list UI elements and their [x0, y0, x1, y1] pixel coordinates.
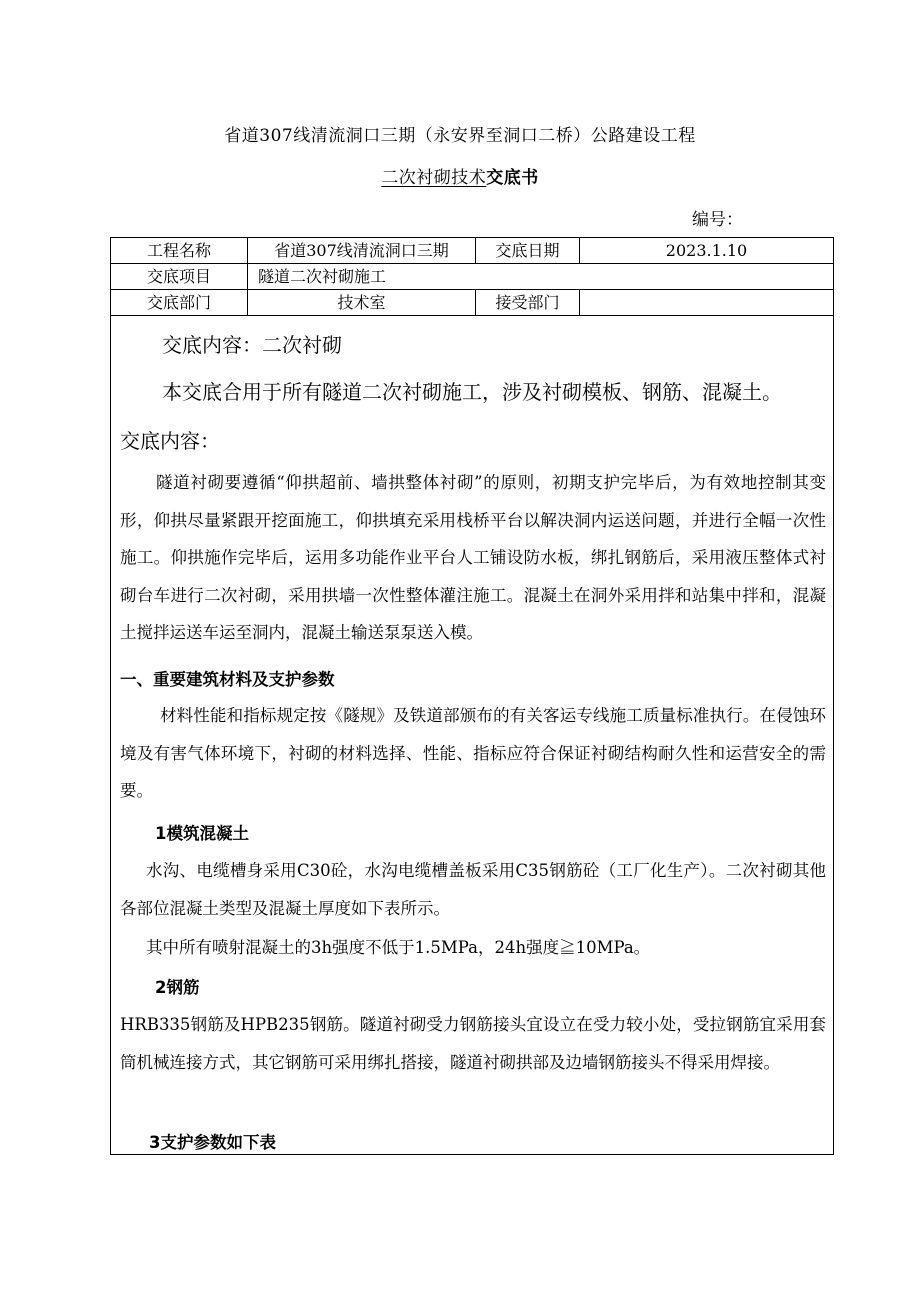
- value-disclosure-date: 2023.1.10: [579, 238, 833, 263]
- subsection1-paragraph2: 其中所有喷射混凝土的3h强度不低于1.5MPa，24h强度≧10MPa。: [146, 938, 651, 957]
- label-disclosure-date: 交底日期: [475, 238, 579, 263]
- subtitle-underlined: 二次衬砌技术: [381, 168, 487, 188]
- info-row-department: [111, 290, 833, 316]
- section1-heading: 一、重要建筑材料及支护参数: [120, 670, 335, 689]
- section1-paragraph: 材料性能和指标规定按《隧规》及铁道部颁布的有关客运专线施工质量标准执行。在侵蚀环境及有害气体环境下，衬砌的材料选择、性能、指标应符合保证衬砌结构耐久性和运营安全的需要。: [120, 706, 826, 800]
- label-disclosure-item: 交底项目: [146, 267, 211, 286]
- subsection1-paragraph1: 水沟、电缆槽身采用C30砼，水沟电缆槽盖板采用C35钢筋砼（工厂化生产）。二次衬砌其他各部位混凝土类型及混凝土厚度如下表所示。: [120, 861, 826, 918]
- subtitle-bold: 交底书: [486, 168, 539, 188]
- info-row-item: [111, 264, 833, 290]
- content-scope: 本交底合用于所有隧道二次衬砌施工，涉及衬砌模板、钢筋、混凝土。: [162, 380, 782, 404]
- value-project-name: 省道307线清流洞口三期: [247, 238, 475, 263]
- value-receiving-department: [579, 290, 833, 315]
- intro-paragraph: 隧道衬砌要遵循“仰拱超前、墙拱整体衬砌”的原则，初期支护完毕后，为有效地控制其变形，仰拱尽量紧跟开挖面施工，仰拱填充采用栈桥平台以解决洞内运送问题，并进行全幅一次性施工。仰拱施作完毕后，运用多功能作业平台人工铺设防水板，绑扎钢筋后，采用液压整体式衬砌台车进行二次衬砌，采用拱墙一次性整体灌注施工。混凝土在洞外采用拌和站集中拌和，混凝土搅拌运送车运至洞内，混凝土输送泵泵送入模。: [120, 473, 826, 642]
- label-disclosure-department: 交底部门: [146, 293, 211, 312]
- disclosure-form: [110, 237, 834, 1155]
- document-number-label: 编号：: [692, 210, 743, 230]
- subsection3-heading: 3支护参数如下表: [149, 1133, 276, 1152]
- subsection2-heading: 2钢筋: [155, 978, 200, 997]
- info-row-project: [111, 238, 833, 264]
- document-subtitle: [0, 163, 920, 188]
- value-disclosure-item: 隧道二次衬砌施工: [247, 264, 833, 289]
- value-disclosure-department: 技术室: [247, 290, 475, 315]
- content-label: 交底内容：: [120, 429, 220, 453]
- subsection1-heading: 1模筑混凝土: [155, 824, 249, 843]
- document-title: 省道307线清流洞口三期（永安界至洞口二桥）公路建设工程: [224, 126, 696, 146]
- subsection2-paragraph: HRB335钢筋及HPB235钢筋。隧道衬砌受力钢筋接头宜设立在受力较小处，受拉钢筋宜采用套筒机械连接方式，其它钢筋可采用绑扎搭接，隧道衬砌拱部及边墙钢筋接头不得采用焊接。: [120, 1015, 826, 1072]
- content-subject: 交底内容：二次衬砌: [162, 333, 342, 357]
- label-project-name: 工程名称: [146, 241, 211, 260]
- label-receiving-department: 接受部门: [475, 290, 579, 315]
